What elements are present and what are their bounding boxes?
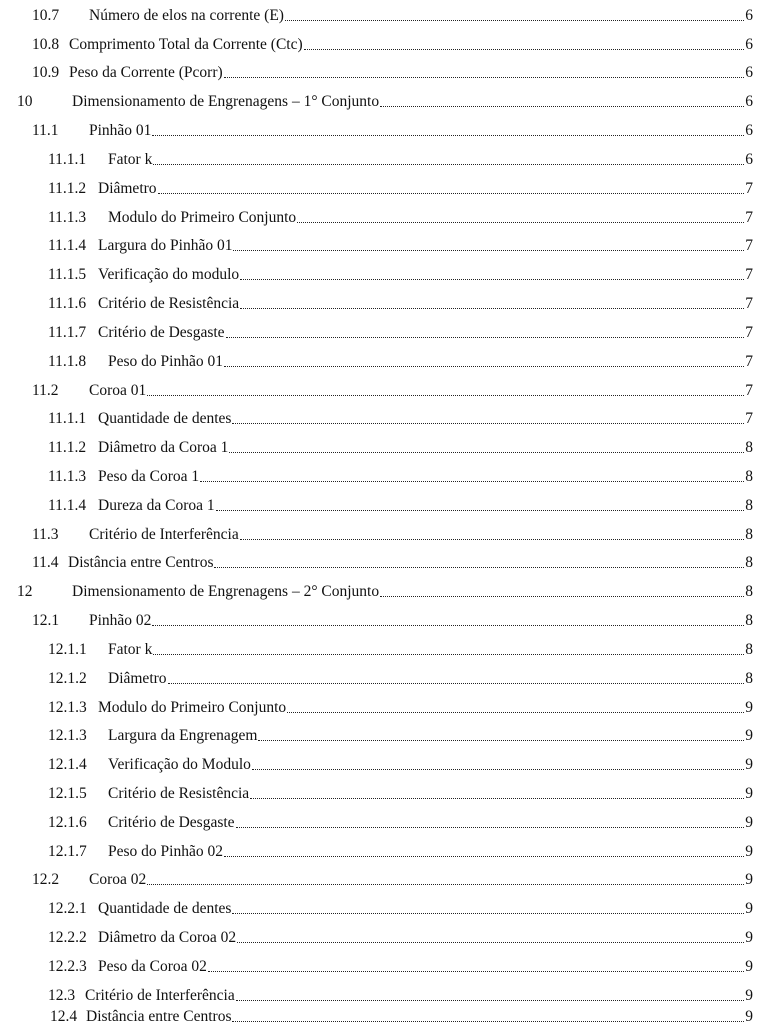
toc-entry[interactable] bbox=[32, 608, 753, 630]
toc-entry-number: 12.1.3 bbox=[48, 727, 87, 744]
toc-entry-number: 12.1.2 bbox=[48, 670, 87, 687]
toc-entry-page: 8 bbox=[745, 526, 753, 543]
toc-entry-page: 9 bbox=[745, 871, 753, 888]
toc-entry-page: 9 bbox=[745, 929, 753, 946]
toc-entry-page: 8 bbox=[745, 583, 753, 600]
toc-entry-title: Peso do Pinhão 02 bbox=[108, 843, 223, 860]
toc-entry-title: Comprimento Total da Corrente (Ctc) bbox=[69, 36, 303, 53]
toc-leader-dots bbox=[380, 105, 744, 107]
toc-entry-number: 12.4 bbox=[50, 1008, 78, 1025]
toc-entry-title: Distância entre Centros bbox=[86, 1008, 232, 1025]
toc-leader-dots bbox=[240, 538, 745, 540]
toc-leader-dots bbox=[158, 192, 745, 194]
toc-entry[interactable] bbox=[48, 406, 753, 428]
toc-entry-page: 7 bbox=[745, 266, 753, 283]
toc-entry-page: 7 bbox=[745, 410, 753, 427]
toc-entry-title: Distância entre Centros bbox=[68, 554, 214, 571]
toc-entry-number: 11.1.8 bbox=[48, 353, 87, 370]
toc-leader-dots bbox=[287, 711, 744, 713]
toc-leader-dots bbox=[168, 682, 745, 684]
toc-leader-dots bbox=[208, 970, 744, 972]
toc-entry[interactable] bbox=[32, 867, 753, 889]
toc-entry-title: Dureza da Coroa 1 bbox=[98, 497, 215, 514]
toc-leader-dots bbox=[232, 1020, 744, 1022]
toc-entry-title: Diâmetro bbox=[98, 180, 157, 197]
toc-entry[interactable] bbox=[48, 176, 753, 198]
toc-entry[interactable] bbox=[48, 349, 753, 371]
toc-entry[interactable] bbox=[48, 896, 753, 918]
toc-leader-dots bbox=[153, 653, 744, 655]
toc-entry-title: Critério de Desgaste bbox=[98, 324, 225, 341]
toc-entry[interactable] bbox=[48, 320, 753, 342]
toc-leader-dots bbox=[380, 595, 744, 597]
toc-entry[interactable] bbox=[48, 954, 753, 976]
toc-leader-dots bbox=[224, 855, 744, 857]
toc-entry-title: Largura da Engrenagem bbox=[108, 727, 258, 744]
toc-entry-title: Dimensionamento de Engrenagens – 2° Conjunto bbox=[72, 583, 380, 600]
toc-entry-number: 11.1.4 bbox=[48, 497, 87, 514]
toc-leader-dots bbox=[147, 394, 744, 396]
toc-leader-dots bbox=[152, 134, 744, 136]
toc-entry[interactable] bbox=[32, 378, 753, 400]
toc-entry-page: 6 bbox=[745, 7, 753, 24]
toc-entry-number: 12.3 bbox=[48, 987, 76, 1004]
toc-entry-page: 8 bbox=[745, 670, 753, 687]
toc-entry-number: 12.1.7 bbox=[48, 843, 87, 860]
toc-leader-dots bbox=[224, 76, 745, 78]
toc-entry-title: Diâmetro da Coroa 02 bbox=[98, 929, 237, 946]
toc-entry-title: Critério de Resistência bbox=[108, 785, 250, 802]
toc-entry-title: Coroa 01 bbox=[89, 382, 147, 399]
toc-entry-page: 9 bbox=[745, 900, 753, 917]
toc-leader-dots bbox=[236, 826, 745, 828]
toc-entry-number: 12.1.1 bbox=[48, 641, 87, 658]
toc-entry-title: Pinhão 02 bbox=[89, 612, 152, 629]
toc-entry-title: Fator k bbox=[108, 151, 153, 168]
toc-entry[interactable] bbox=[48, 839, 753, 861]
toc-leader-dots bbox=[229, 451, 744, 453]
toc-entry-title: Verificação do modulo bbox=[98, 266, 240, 283]
toc-leader-dots bbox=[236, 999, 745, 1001]
toc-entry-page: 7 bbox=[745, 353, 753, 370]
toc-entry-title: Quantidade de dentes bbox=[98, 410, 232, 427]
toc-entry[interactable] bbox=[17, 579, 753, 601]
toc-entry[interactable] bbox=[48, 147, 753, 169]
toc-entry[interactable] bbox=[32, 32, 753, 54]
toc-entry-number: 12 bbox=[17, 583, 33, 600]
toc-entry-number: 12.1.6 bbox=[48, 814, 87, 831]
toc-leader-dots bbox=[237, 941, 744, 943]
toc-entry-title: Modulo do Primeiro Conjunto bbox=[108, 209, 297, 226]
toc-leader-dots bbox=[233, 249, 744, 251]
toc-entry-page: 9 bbox=[745, 958, 753, 975]
toc-entry-title: Peso da Coroa 1 bbox=[98, 468, 200, 485]
toc-entry[interactable] bbox=[50, 1004, 753, 1026]
toc-entry-number: 12.2.3 bbox=[48, 958, 87, 975]
toc-entry[interactable] bbox=[32, 550, 753, 572]
toc-leader-dots bbox=[240, 307, 744, 309]
toc-entry-page: 9 bbox=[745, 727, 753, 744]
toc-entry-title: Peso da Coroa 02 bbox=[98, 958, 207, 975]
toc-entry-page: 6 bbox=[745, 151, 753, 168]
toc-entry-title: Diâmetro da Coroa 1 bbox=[98, 439, 229, 456]
toc-leader-dots bbox=[153, 163, 744, 165]
toc-entry[interactable] bbox=[32, 3, 753, 25]
toc-entry-number: 11.1.4 bbox=[48, 237, 87, 254]
toc-entry-number: 12.1.4 bbox=[48, 756, 87, 773]
toc-leader-dots bbox=[224, 365, 744, 367]
toc-leader-dots bbox=[200, 480, 744, 482]
toc-leader-dots bbox=[285, 19, 744, 21]
toc-leader-dots bbox=[304, 48, 745, 50]
toc-entry-page: 6 bbox=[745, 64, 753, 81]
toc-entry-number: 11.1.2 bbox=[48, 180, 87, 197]
toc-entry-page: 8 bbox=[745, 612, 753, 629]
toc-entry-number: 11.1.1 bbox=[48, 410, 87, 427]
toc-entry-title: Critério de Interferência bbox=[89, 526, 239, 543]
toc-entry-number: 10.8 bbox=[32, 36, 60, 53]
toc-entry-number: 12.2.2 bbox=[48, 929, 87, 946]
toc-leader-dots bbox=[216, 509, 745, 511]
toc-entry[interactable] bbox=[48, 291, 753, 313]
toc-entry-title: Fator k bbox=[108, 641, 153, 658]
toc-entry-number: 12.1 bbox=[32, 612, 60, 629]
toc-entry-page: 7 bbox=[745, 237, 753, 254]
toc-leader-dots bbox=[147, 883, 744, 885]
toc-entry-number: 11.3 bbox=[32, 526, 59, 543]
toc-entry-number: 11.2 bbox=[32, 382, 59, 399]
toc-entry[interactable] bbox=[48, 205, 753, 227]
toc-entry-title: Diâmetro bbox=[108, 670, 167, 687]
toc-entry-number: 11.1.3 bbox=[48, 468, 87, 485]
toc-entry-page: 6 bbox=[745, 93, 753, 110]
toc-entry[interactable] bbox=[48, 695, 753, 717]
toc-entry[interactable] bbox=[48, 810, 753, 832]
toc-leader-dots bbox=[232, 422, 744, 424]
toc-entry-page: 7 bbox=[745, 324, 753, 341]
toc-entry-page: 7 bbox=[745, 209, 753, 226]
toc-entry-number: 10 bbox=[17, 93, 33, 110]
toc-entry-page: 9 bbox=[745, 756, 753, 773]
toc-entry-title: Largura do Pinhão 01 bbox=[98, 237, 233, 254]
toc-entry-number: 11.1.1 bbox=[48, 151, 87, 168]
toc-entry-page: 7 bbox=[745, 382, 753, 399]
toc-entry[interactable] bbox=[48, 983, 753, 1005]
toc-entry-number: 11.1.6 bbox=[48, 295, 87, 312]
toc-entry-page: 7 bbox=[745, 180, 753, 197]
toc-entry-title: Pinhão 01 bbox=[89, 122, 152, 139]
toc-entry-number: 10.9 bbox=[32, 64, 60, 81]
toc-entry-title: Quantidade de dentes bbox=[98, 900, 232, 917]
toc-entry[interactable] bbox=[32, 60, 753, 82]
toc-entry-number: 12.1.3 bbox=[48, 699, 87, 716]
toc-entry-page: 8 bbox=[745, 497, 753, 514]
toc-entry[interactable] bbox=[48, 493, 753, 515]
toc-entry-page: 7 bbox=[745, 295, 753, 312]
toc-entry-number: 11.1.3 bbox=[48, 209, 87, 226]
toc-entry-page: 9 bbox=[745, 1008, 753, 1025]
toc-entry-number: 12.1.5 bbox=[48, 785, 87, 802]
toc-entry-number: 11.1 bbox=[32, 122, 59, 139]
toc-entry-title: Modulo do Primeiro Conjunto bbox=[98, 699, 287, 716]
toc-entry-title: Número de elos na corrente (E) bbox=[89, 7, 284, 24]
toc-entry-title: Critério de Desgaste bbox=[108, 814, 235, 831]
toc-entry-title: Peso do Pinhão 01 bbox=[108, 353, 223, 370]
toc-entry-page: 8 bbox=[745, 641, 753, 658]
toc-entry[interactable] bbox=[48, 262, 753, 284]
toc-entry[interactable] bbox=[48, 233, 753, 255]
toc-entry[interactable] bbox=[48, 666, 753, 688]
toc-leader-dots bbox=[226, 336, 745, 338]
toc-leader-dots bbox=[214, 566, 744, 568]
toc-entry-page: 9 bbox=[745, 814, 753, 831]
toc-entry-title: Verificação do Modulo bbox=[108, 756, 251, 773]
toc-entry-title: Critério de Resistência bbox=[98, 295, 240, 312]
toc-entry-page: 6 bbox=[745, 122, 753, 139]
toc-entry-page: 9 bbox=[745, 843, 753, 860]
toc-entry-number: 12.2 bbox=[32, 871, 60, 888]
toc-entry[interactable] bbox=[48, 435, 753, 457]
toc-leader-dots bbox=[250, 797, 744, 799]
toc-entry[interactable] bbox=[17, 89, 753, 111]
toc-entry[interactable] bbox=[48, 781, 753, 803]
toc-leader-dots bbox=[240, 278, 744, 280]
toc-entry-number: 11.1.7 bbox=[48, 324, 87, 341]
toc-leader-dots bbox=[258, 739, 744, 741]
toc-entry[interactable] bbox=[48, 723, 753, 745]
toc-entry-number: 11.1.5 bbox=[48, 266, 87, 283]
toc-entry-page: 8 bbox=[745, 468, 753, 485]
toc-entry-title: Critério de Interferência bbox=[85, 987, 235, 1004]
toc-entry-title: Peso da Corrente (Pcorr) bbox=[69, 64, 223, 81]
toc-entry-number: 11.4 bbox=[32, 554, 59, 571]
toc-entry-page: 8 bbox=[745, 554, 753, 571]
toc-leader-dots bbox=[297, 221, 744, 223]
toc-entry-number: 12.2.1 bbox=[48, 900, 87, 917]
toc-entry[interactable] bbox=[48, 464, 753, 486]
toc-entry[interactable] bbox=[48, 925, 753, 947]
toc-entry-page: 9 bbox=[745, 699, 753, 716]
toc-entry-page: 6 bbox=[745, 36, 753, 53]
toc-entry[interactable] bbox=[48, 752, 753, 774]
toc-entry[interactable] bbox=[48, 637, 753, 659]
toc-entry-page: 8 bbox=[745, 439, 753, 456]
toc-entry-number: 10.7 bbox=[32, 7, 60, 24]
toc-entry-number: 11.1.2 bbox=[48, 439, 87, 456]
toc-entry-page: 9 bbox=[745, 987, 753, 1004]
toc-entry-title: Dimensionamento de Engrenagens – 1° Conjunto bbox=[72, 93, 380, 110]
toc-entry-title: Coroa 02 bbox=[89, 871, 147, 888]
toc-entry[interactable] bbox=[32, 522, 753, 544]
toc-leader-dots bbox=[252, 768, 744, 770]
toc-leader-dots bbox=[232, 912, 744, 914]
toc-entry[interactable] bbox=[32, 118, 753, 140]
toc-leader-dots bbox=[152, 624, 744, 626]
toc-entry-page: 9 bbox=[745, 785, 753, 802]
